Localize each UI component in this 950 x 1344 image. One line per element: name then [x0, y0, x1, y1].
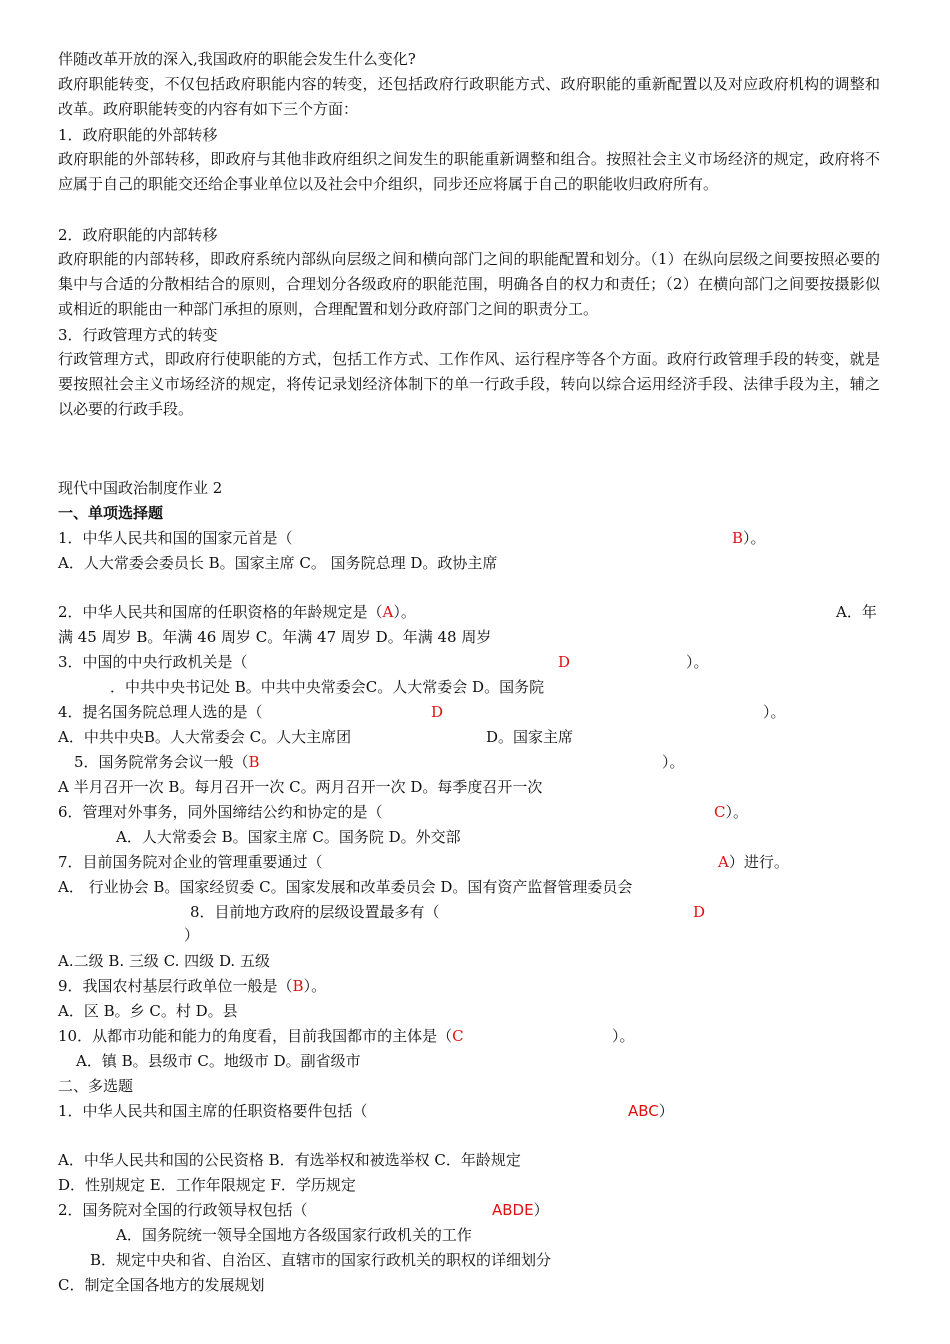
q6-answer: C: [714, 803, 726, 821]
m2-option-c: C．制定全国各地方的发展规划: [58, 1276, 265, 1294]
m1-options-a: A．中华人民共和国的公民资格 B．有选举权和被选举权 C．年龄规定: [58, 1151, 521, 1169]
q5-stem-line: 5．国务院常务会议一般（B: [74, 753, 260, 771]
q5-answer: B: [248, 753, 260, 771]
q7-options: A． 行业协会 B。国家经贸委 C。国家发展和改革委员会 D。国有资产监督管理委员会: [58, 878, 633, 896]
q9-options: A．区 B。乡 C。村 D。县: [58, 1002, 238, 1020]
q7-answer-line: A）进行。: [718, 853, 789, 871]
m1-stem: 1．中华人民共和国主席的任职资格要件包括（: [58, 1102, 368, 1120]
q4-options-a: A．中共中央B。人大常委会 C。人大主席团: [58, 728, 352, 746]
essay-heading-1: 1．政府职能的外部转移: [58, 126, 218, 144]
q4-stem: 4．提名国务院总理人选的是（: [58, 703, 263, 721]
m2-option-b: B．规定中央和省、自治区、直辖市的国家行政机关的职权的详细划分: [90, 1251, 552, 1269]
q2-options: 满 45 周岁 B。年满 46 周岁 C。年满 47 周岁 D。年满 48 周岁: [58, 628, 492, 646]
section-single-choice: 一、单项选择题: [58, 504, 164, 522]
q10-stem-line: 10．从都市功能和能力的角度看，目前我国都市的主体是（C: [58, 1027, 464, 1045]
m1-answer-line: ABC）: [628, 1102, 674, 1120]
essay-question: 伴随改革开放的深入,我国政府的职能会发生什么变化?: [58, 50, 416, 68]
m2-option-a: A．国务院统一领导全国地方各级国家行政机关的工作: [116, 1226, 472, 1244]
essay-heading-3: 3．行政管理方式的转变: [58, 326, 218, 344]
q5-close: ）。: [662, 753, 685, 771]
m2-stem: 2．国务院对全国的行政领导权包括（: [58, 1201, 308, 1219]
m2-answer: ABDE: [492, 1201, 534, 1219]
q9-answer: B: [292, 977, 304, 995]
q10-options: A．镇 B。县级市 C。地级市 D。副省级市: [76, 1052, 361, 1070]
q1-answer-line: B）。: [732, 529, 766, 547]
q10-close: ）。: [612, 1027, 635, 1045]
q2-answer: A: [382, 603, 394, 621]
q4-close: ）。: [763, 703, 786, 721]
q3-answer: D: [558, 653, 571, 671]
q6-options: A．人大常委会 B。国家主席 C。国务院 D。外交部: [116, 828, 461, 846]
q8-close: ）: [184, 926, 200, 944]
q10-answer: C: [452, 1027, 464, 1045]
q4-answer: D: [431, 703, 444, 721]
q7-answer: A: [718, 853, 729, 871]
section-multi-choice: 二、多选题: [58, 1077, 134, 1095]
q3-stem: 3．中国的中央行政机关是（: [58, 653, 248, 671]
q6-stem: 6．管理对外事务，同外国缔结公约和协定的是（: [58, 803, 383, 821]
q1-options: A．人大常委会委员长 B。国家主席 C。 国务院总理 D。政协主席: [58, 554, 498, 572]
essay-paragraph-3: 行政管理方式，即政府行使职能的方式，包括工作方式、工作作风、运行程序等各个方面。政府行政管理手段的转变，就是要按照社会主义市场经济的规定，将传记录划经济体制下的单一行政手段，转向以综合运用经济手段、法律手段为主，辅之以必要的行政手段。: [58, 350, 880, 418]
essay-paragraph-1: 政府职能的外部转移，即政府与其他非政府组织之间发生的职能重新调整和组合。按照社会主义市场经济的规定，政府将不应属于自己的职能交还给企事业单位以及社会中介组织，同步还应将属于自己的职能收归政府所有。: [58, 150, 880, 193]
essay-heading-2: 2．政府职能的内部转移: [58, 226, 218, 244]
q8-options: A.二级 B. 三级 C. 四级 D. 五级: [58, 952, 270, 970]
q1-stem: 1．中华人民共和国的国家元首是（: [58, 529, 293, 547]
q1-answer: B: [732, 529, 744, 547]
essay-intro: 政府职能转变，不仅包括政府职能内容的转变，还包括政府行政职能方式、政府职能的重新配置以及对应政府机构的调整和改革。政府职能转变的内容有如下三个方面：: [58, 75, 880, 118]
essay-paragraph-2: 政府职能的内部转移，即政府系统内部纵向层级之间和横向部门之间的职能配置和划分。（1）在纵向层级之间要按照必要的集中与合适的分散相结合的原则，合理划分各级政府的职能范围，明确各自的权力和责任；（2）在横向部门之间要按摄影似或相近的职能由一种部门承担的原则，合理配置和划分政府部门之间的职责分工。: [58, 250, 880, 318]
q6-answer-line: C）。: [714, 803, 748, 821]
q3-options: ．中共中央书记处 B。中共中央常委会C。人大常委会 D。国务院: [110, 678, 545, 696]
q9-stem-line: 9．我国农村基层行政单位一般是（B）。: [58, 977, 327, 995]
q2-option-a-start: A．年: [836, 603, 877, 621]
assignment-title: 现代中国政治制度作业 2: [58, 479, 223, 497]
m1-options-b: D．性别规定 E．工作年限规定 F．学历规定: [58, 1176, 356, 1194]
m1-answer: ABC: [628, 1102, 659, 1120]
q7-stem: 7．目前国务院对企业的管理重要通过（: [58, 853, 323, 871]
q8-answer: D: [693, 903, 706, 921]
q5-options: A 半月召开一次 B。每月召开一次 C。两月召开一次 D。每季度召开一次: [58, 778, 543, 796]
q2-stem-line: 2．中华人民共和国席的任职资格的年龄规定是（A）。: [58, 603, 416, 621]
q8-stem: 8．目前地方政府的层级设置最多有（: [190, 903, 440, 921]
q3-close: ）。: [686, 653, 709, 671]
m2-answer-line: ABDE）: [492, 1201, 549, 1219]
q4-options-b: D。国家主席: [486, 728, 574, 746]
